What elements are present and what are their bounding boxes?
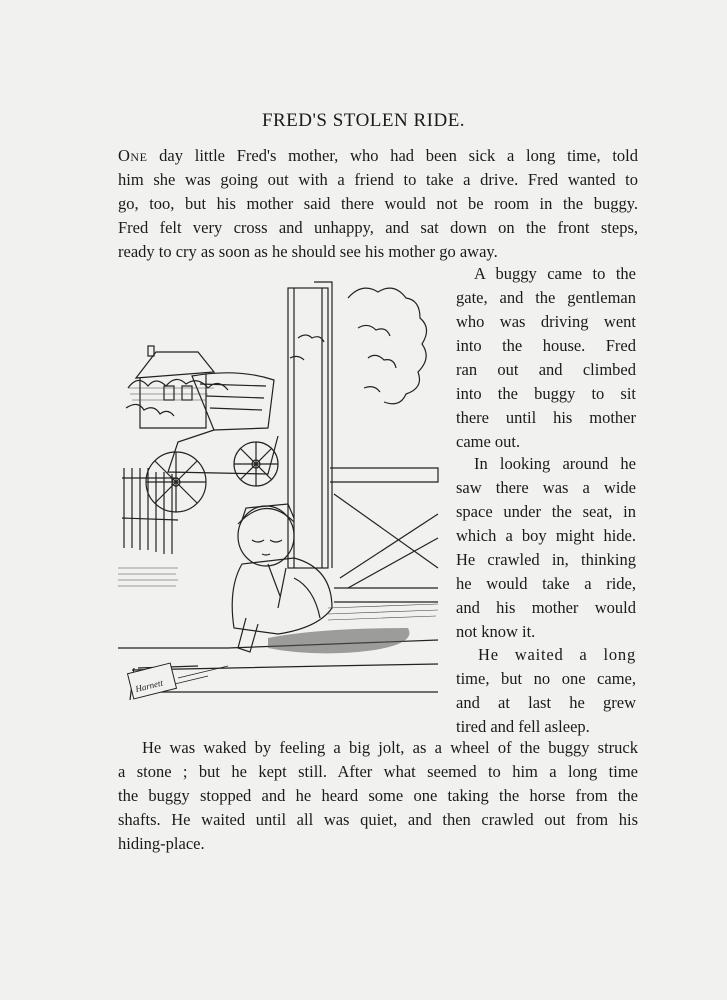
paragraph-line: there until his mother — [456, 408, 636, 427]
paragraph-line: A buggy came to the — [474, 264, 636, 283]
paragraph-line: gate, and the gentleman — [456, 288, 636, 307]
paragraph-line: He was waked by feeling a big jolt, as a wheel of the buggy struck — [142, 738, 638, 757]
paragraph-line: a stone ; but he kept still. After what seemed to him a long time — [118, 762, 638, 781]
svg-text:Harnett: Harnett — [134, 677, 164, 695]
paragraph-line: into the buggy to sit — [456, 384, 636, 403]
boy-body-shape — [232, 558, 332, 634]
side-paragraph-waiting — [456, 643, 636, 739]
page-title: FRED'S STOLEN RIDE. — [261, 110, 466, 131]
boy-on-steps-illustration — [118, 268, 440, 718]
drop-word: One — [118, 146, 148, 165]
paragraph-line: tired and fell asleep. — [456, 717, 590, 736]
paragraph-line: and at last he grew — [456, 693, 636, 712]
closing-paragraph — [118, 736, 638, 856]
opening-paragraph — [118, 144, 638, 264]
paragraph-line: shafts. He waited until all was quiet, and then crawled out from his — [118, 810, 638, 829]
paragraph-line: go, too, but his mother said there would not be room in the buggy. — [118, 194, 638, 213]
paragraph-line: came out. — [456, 432, 521, 451]
paragraph-line: In looking around he — [474, 454, 636, 473]
paragraph-line: not know it. — [456, 622, 536, 641]
paragraph-line: him she was going out with a friend to take a drive. Fred wanted to — [118, 170, 638, 189]
paragraph-line: which a boy might hide. — [456, 526, 636, 545]
paragraph-line: the buggy stopped and he heard some one taking the horse from the — [118, 786, 638, 805]
paragraph-line: One day little Fred's mother, who had been sick a long time, told — [118, 146, 638, 165]
paragraph-line: He waited a long — [478, 645, 636, 664]
paragraph-line: hiding-place. — [118, 834, 205, 853]
paragraph-line: ran out and climbed — [456, 360, 636, 379]
buggy-hood-shape — [192, 373, 274, 430]
paragraph-line: space under the seat, in — [456, 502, 636, 521]
paragraph-line: into the house. Fred — [456, 336, 636, 355]
illustrator-signature — [128, 663, 177, 699]
paragraph-line: he would take a ride, — [456, 574, 636, 593]
paragraph-line: He crawled in, thinking — [456, 550, 636, 569]
paragraph-line: ready to cry as soon as he should see his mother go away. — [118, 242, 498, 261]
paragraph-line: and his mother would — [456, 598, 636, 617]
side-paragraph-hiding — [456, 452, 636, 644]
paragraph-line: saw there was a wide — [456, 478, 636, 497]
paragraph-line: Fred felt very cross and unhappy, and sat down on the front steps, — [118, 218, 638, 237]
paragraph-line: time, but no one came, — [456, 669, 636, 688]
side-paragraph-buggy — [456, 262, 636, 454]
paragraph-line: who was driving went — [456, 312, 636, 331]
